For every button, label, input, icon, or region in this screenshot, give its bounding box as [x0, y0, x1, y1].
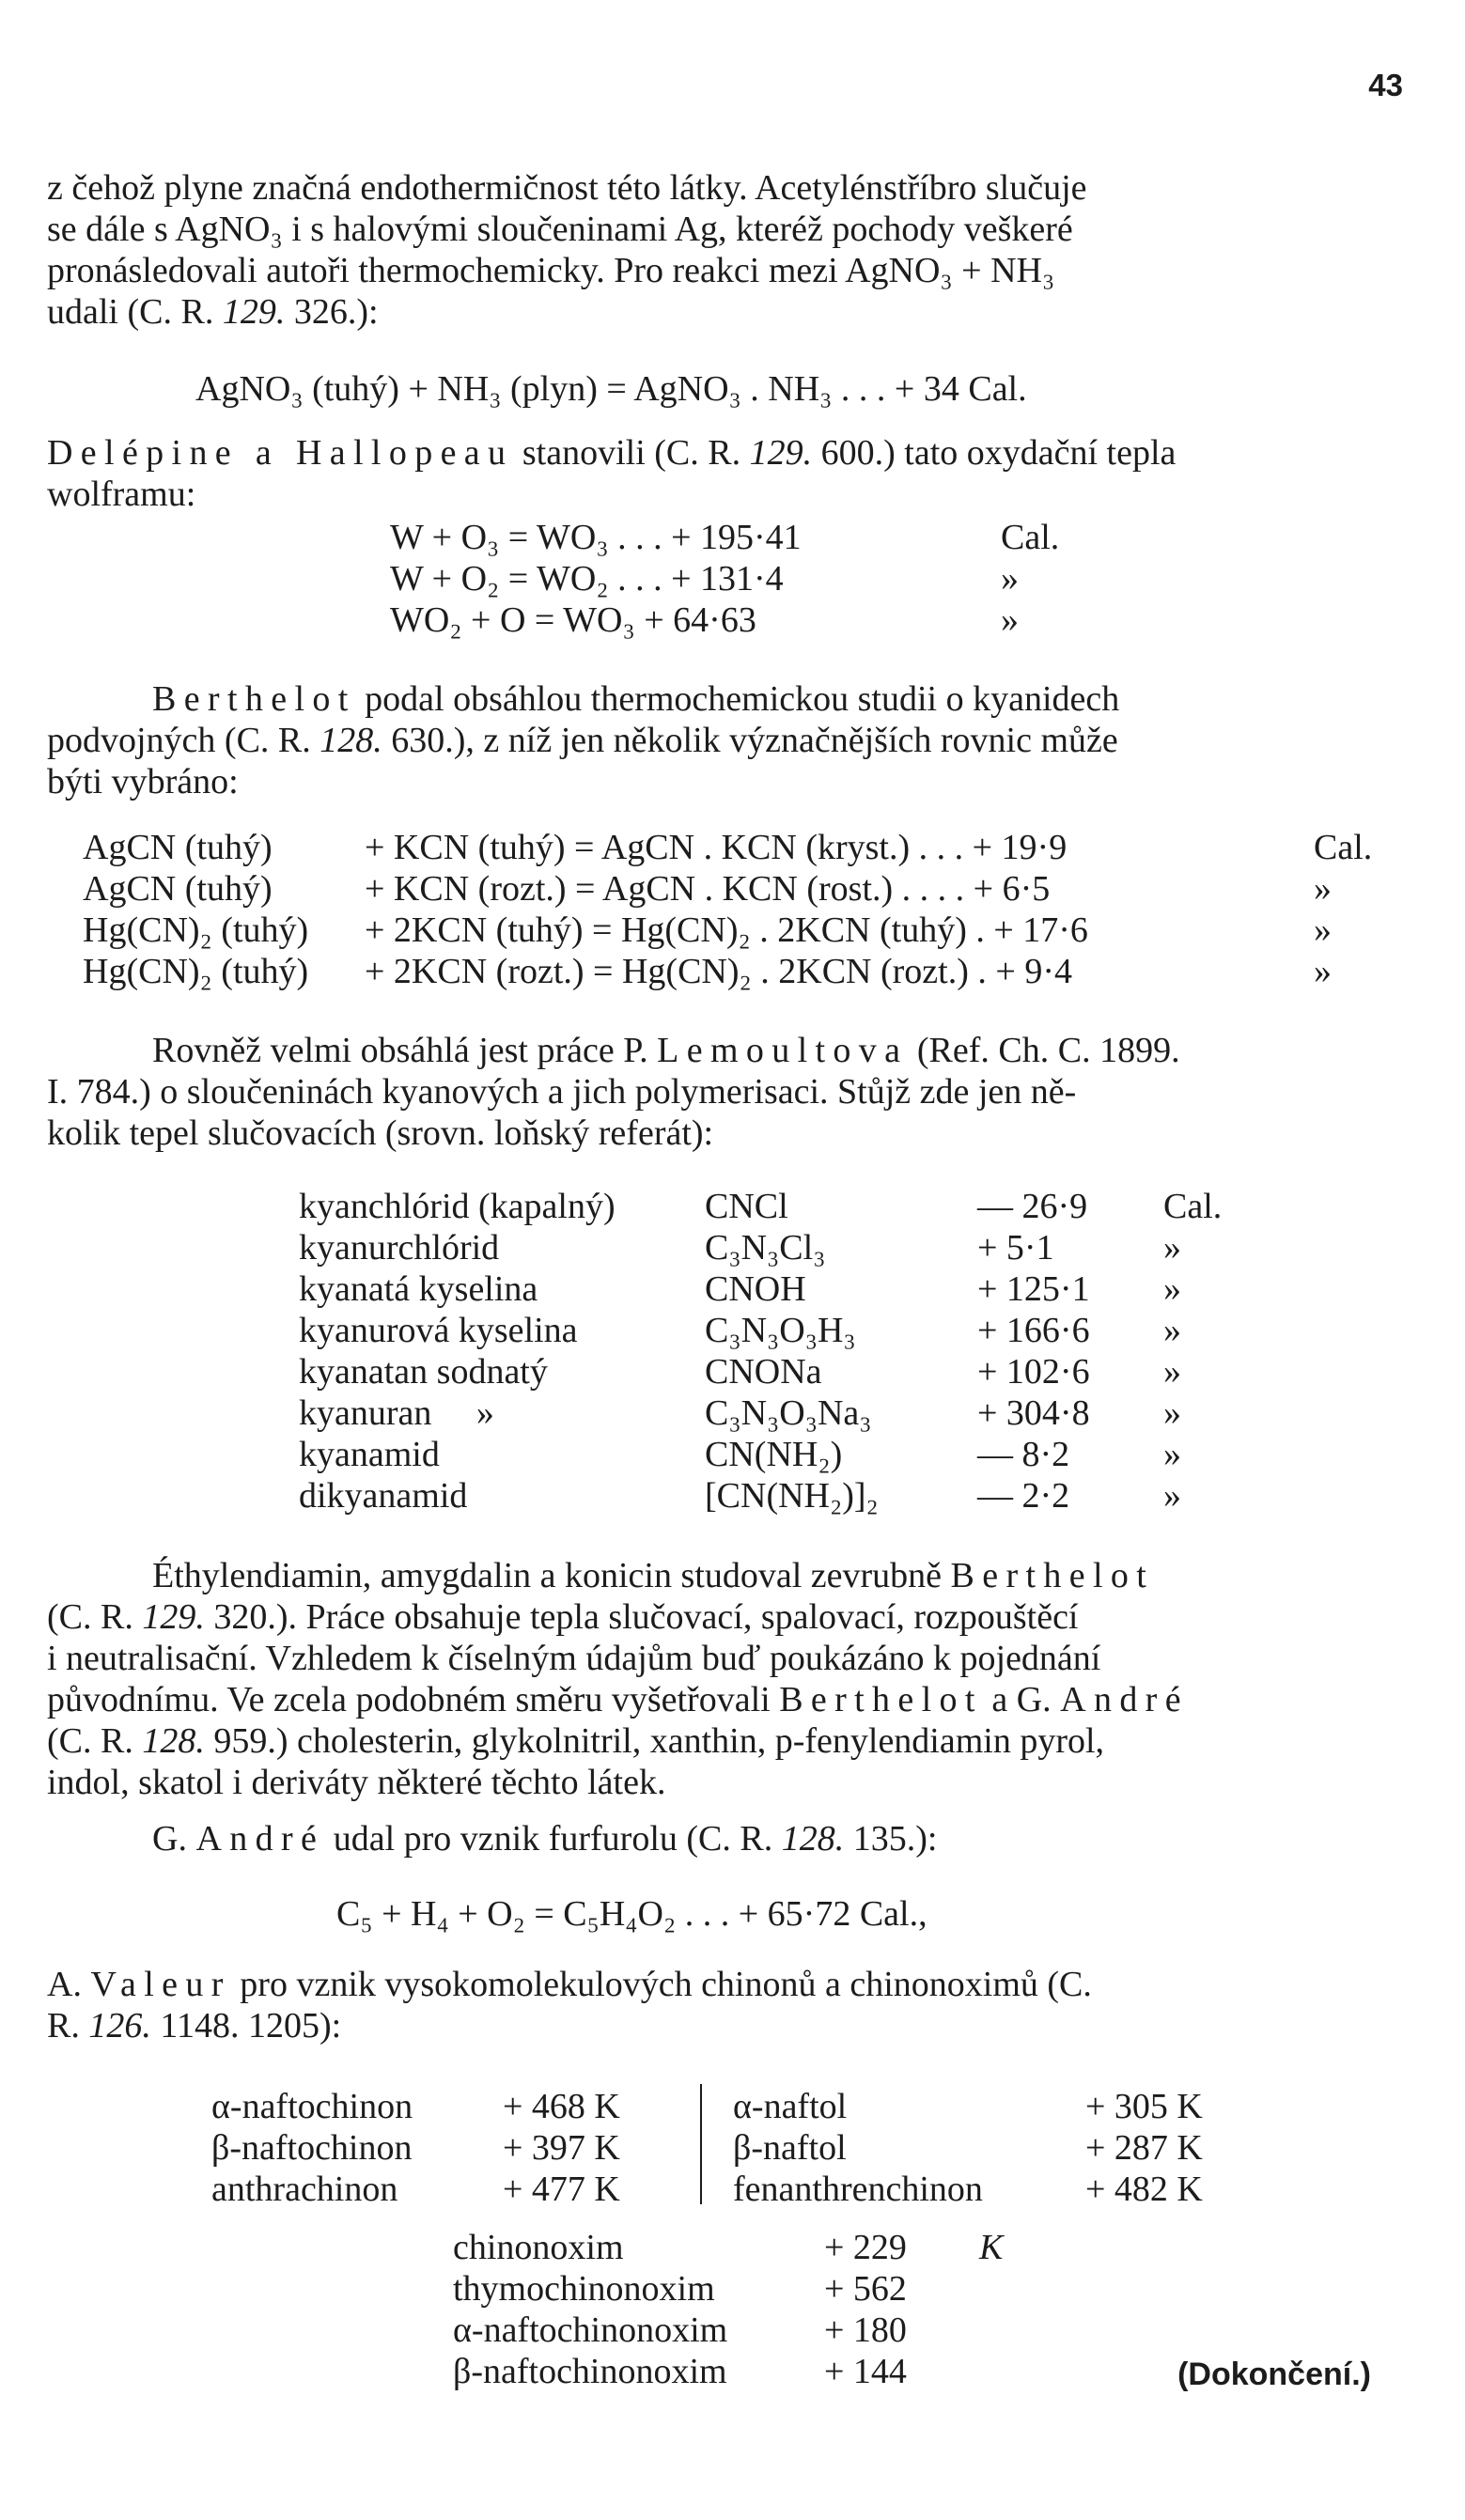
equation-agno3-nh3: AgNO₃ (tuhý) + NH₃ (plyn) = AgNO₃ . NH₃ . . . + 34 Cal. [195, 369, 1027, 409]
text-line: Éthylendiamin, amygdalin a konicin studoval zevrubně Berthelot [152, 1556, 1155, 1595]
text-line: býti vybráno: [47, 762, 239, 801]
text-line: (C. R. 128. 959.) cholesterin, glykolnitril, xanthin, p-fenylendiamin pyrol, [47, 1721, 1105, 1761]
text-line: pronásledovali autoři thermochemicky. Pro reakci mezi AgNO₃ + NH₃ [47, 251, 1055, 290]
text-line: původnímu. Ve zcela podobném směru vyšetřovali Berthelot a G. André [47, 1680, 1189, 1719]
author-name: Berthelot [152, 679, 356, 719]
text-line: (C. R. 129. 320.). Práce obsahuje tepla slučovací, spalovací, rozpouštěcí [47, 1597, 1079, 1637]
text-line: kolik tepel slučovacích (srovn. loňský referát): [47, 1113, 714, 1153]
author-name: Valeur [90, 1965, 231, 2004]
journal-page: 43 z čehož plyne značná endothermičnost této látky. Acetylénstříbro slučuje se dále s AgNO₃ i s halovými sloučeninami Ag, kteréž pochody veškeré pronásledovali autoři thermochemicky. Pro reakci mezi AgNO₃ + NH₃ udali (C. R. 129. 326.): AgNO₃ (tuhý) + NH₃ (plyn) = AgNO₃ . NH₃ . . . + 34 Cal. Delépine a Hallopeau stanovili (C. R. 129. 600.) tato oxydační tepla wolframu: W + O₃ = WO₃ . . . + 195·41 Cal. W + O₂ = WO₂ . . . + 131·4 » WO₂ + O = WO₃ + 64·63 » Berthelot podal obsáhlou thermochemickou studii o kyanidech podvojných (C. R. 128. 630.), z níž jen několik význačnějších rovnic může býti vybráno: AgCN (tuhý) + KCN (tuhý) = AgCN . KCN (kryst.) . . . + 19·9 Cal. AgCN (tuhý) + KCN (rozt.) = AgCN . KCN (rost.) . . . . + 6·5 » Hg(CN)₂ (tuhý) + 2KCN (tuhý) = Hg(CN)₂ . 2KCN (tuhý) . + 17·6 » Hg(CN)₂ (tuhý) + 2KCN (rozt.) = Hg(CN)₂ . 2KCN (rozt.) . + 9·4 » Rovněž velmi obsáhlá jest práce P. Lemoultova (Ref. Ch. C. 1899. I. 784.) o sloučeninách kyanových a jich polymerisaci. Stůjž zde jen ně- kolik tepel slučovacích (srovn. loňský referát): kyanchlórid (kapalný) CNCl — 26·9 Cal. kyanurchlórid C₃N₃Cl₃ + 5·1 » kyanatá kyselina CNOH + 125·1 » kyanurová kyselina C₃N₃O₃H₃ + 166·6 » kyanatan sodnatý CNONa + 102·6 » kyanuran » C₃N₃O₃Na₃ + 304·8 » kyanamid CN(NH₂) — 8·2 » dikyanamid [CN(NH₂)]₂ — 2·2 » Éthylendiamin, amygdalin a konicin studoval zevrubně Berthelot (C. R. 129. 320.). Práce obsahuje tepla slučovací, spalovací, rozpouštěcí i neutralisační. Vzhledem k číselným údajům buď poukázáno k pojednání původnímu. Ve zcela podobném směru vyšetřovali Berthelot a G. André (C. R. 128. 959.) cholesterin, glykolnitril, xanthin, p-fenylendiamin pyrol, indol, skatol i deriváty některé těchto látek. G. André udal pro vznik furfurolu (C. R. 128. 135.): C₅ + H₄ + O₂ = C₅H₄O₂ . . . + 65·72 Cal., A. Valeur pro vznik vysokomolekulových chinonů a chinonoximů (C. R. 126. 1148. 1205): α-naftochinon + 468 K α-naftol + 305 K β-naftochinon + 397 K β-naftol + 287 K anthrachinon + 477 K fenanthrenchinon + 482 K chinonoxim + 229 K thymochinonoxim + 562 α-naftochinonoxim + 180 β-naftochinonoxim + 144 (Dokončení.) [47, 68, 1403, 2392]
text-line: se dále s AgNO₃ i s halovými sloučeninami Ag, kteréž pochody veškeré [47, 210, 1073, 249]
paragraph-lemoult [47, 1030, 1400, 1154]
text-line: Delépine a Hallopeau stanovili (C. R. 129. 600.) tato oxydační tepla [47, 433, 1177, 473]
text-line: R. 126. 1148. 1205): [47, 2006, 342, 2046]
text-line: Berthelot podal obsáhlou thermochemickou studii o kyanidech [152, 679, 1120, 719]
text-line: udali (C. R. 129. 326.): [47, 292, 379, 332]
paragraph-cyanides [47, 678, 1400, 802]
author-name: Lemoultova [657, 1031, 909, 1070]
author-name: André [195, 1819, 325, 1859]
equation-furfurol: C₅ + H₄ + O₂ = C₅H₄O₂ . . . + 65·72 Cal., [336, 1894, 927, 1934]
page-number: 43 [1368, 68, 1403, 102]
text-line: Rovněž velmi obsáhlá jest práce P. Lemoultova (Ref. Ch. C. 1899. [152, 1031, 1180, 1070]
continued-note: (Dokončení.) [1177, 2357, 1371, 2392]
author-name: Berthelot [779, 1680, 983, 1719]
paragraph-ethylendiamin [47, 1555, 1400, 1803]
text-line: podvojných (C. R. 128. 630.), z níž jen několik význačnějších rovnic může [47, 721, 1118, 760]
text-line: I. 784.) o sloučeninách kyanových a jich polymerisaci. Stůjž zde jen ně- [47, 1072, 1077, 1112]
text-line: i neutralisační. Vzhledem k číselným údajům buď poukázáno k pojednání [47, 1639, 1101, 1678]
paragraph-tungsten [47, 432, 1400, 515]
text-line: indol, skatol i deriváty některé těchto látek. [47, 1763, 666, 1802]
column-divider [700, 2084, 702, 2204]
author-name: Delépine a Hallopeau [47, 433, 514, 473]
author-name: Berthelot [950, 1556, 1155, 1595]
author-name: André [1060, 1680, 1189, 1719]
text-line: z čehož plyne značná endothermičnost této látky. Acetylénstříbro slučuje [47, 168, 1087, 208]
text-line: G. André udal pro vznik furfurolu (C. R. 128. 135.): [152, 1819, 938, 1859]
text-line: A. Valeur pro vznik vysokomolekulových chinonů a chinonoximů (C. [47, 1965, 1092, 2004]
paragraph-acetylene-silver [47, 167, 1400, 333]
paragraph-valeur [47, 1964, 1400, 2046]
text-line: wolframu: [47, 474, 196, 514]
paragraph-furfurol [47, 1818, 1400, 1859]
